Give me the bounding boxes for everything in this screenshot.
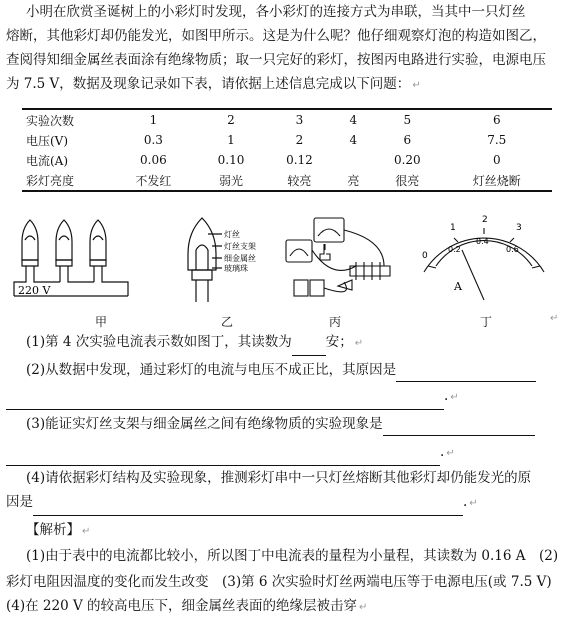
table-cell: 4	[334, 109, 373, 130]
caption-bing: 丙	[329, 315, 342, 329]
intro-line-4: 为 7.5 V，数据及现象记录如下表，请依据上述信息完成以下问题： ↵	[6, 76, 421, 92]
table-cell: 7.5	[487, 133, 507, 147]
tick-1: 1	[450, 223, 456, 233]
answer-blank[interactable]	[383, 417, 535, 436]
voltage-label: 220 V	[18, 284, 51, 297]
table-cell: 电压(V)	[26, 133, 69, 148]
caption-yi: 乙	[221, 315, 234, 329]
tick-0-4: 0.4	[476, 237, 489, 246]
table-cell: 3	[265, 109, 333, 130]
label-glass-bead: 玻璃珠	[224, 264, 248, 273]
table-cell: 弱光	[197, 170, 265, 191]
table-cell: 4	[349, 133, 358, 147]
analysis-title: 【解析】 ↵	[26, 522, 91, 538]
analysis-line-3: (4)在 220 V 的较高电压下，细金属丝表面的绝缘层被击穿 ↵	[6, 598, 368, 614]
analysis-line-1: (1)由于表中的电流都比较小，所以图丁中电流表的量程为小量程，其读数为 0.16 A (2)	[26, 548, 559, 564]
table-cell: 彩灯亮度	[22, 170, 110, 191]
table-cell	[334, 150, 373, 170]
question-2: (2)从数据中发现，通过彩灯的电流与电压不成正比，其原因是	[6, 358, 566, 382]
table-cell: 2	[295, 133, 304, 147]
analysis-line-2: 彩灯电阻因温度的变化而发生改变 (3)第 6 次实验时灯丝两端电压等于电源电压(或 7.5 V)	[6, 574, 552, 590]
answer-blank[interactable]	[292, 337, 326, 356]
paragraph-mark: ↵	[550, 313, 559, 324]
table-cell: 0	[492, 153, 501, 167]
caption-ding: 丁	[480, 315, 493, 329]
caption-jia: 甲	[95, 315, 108, 329]
figure-ding-ammeter	[414, 210, 554, 310]
table-row	[22, 170, 552, 191]
table-cell: 0.20	[393, 153, 421, 167]
table-cell: 灯丝烧断	[442, 170, 552, 191]
intro-line-1: 小明在欣赏圣诞树上的小彩灯时发现，各小彩灯的连接方式为串联，当其中一只灯丝	[26, 4, 526, 20]
label-filament-support: 灯丝支架	[224, 242, 256, 251]
answer-blank[interactable]	[33, 497, 463, 516]
tick-0-2: 0.2	[448, 245, 461, 254]
table-cell: 0.12	[286, 153, 313, 167]
table-cell: 电流(A)	[26, 153, 69, 168]
question-2-cont: . ↵	[6, 384, 560, 410]
table-cell: 实验次数	[22, 109, 110, 130]
intro-line-2: 熔断，其他彩灯却仍能发光，如图甲所示。这是为什么呢？他仔细观察灯泡的构造如图乙，	[6, 28, 546, 44]
figure-jia-lamp-string	[8, 210, 138, 310]
table-cell: 0.06	[140, 153, 167, 167]
table-row	[22, 109, 552, 130]
answer-blank[interactable]	[396, 363, 536, 382]
table-cell: 较亮	[265, 170, 333, 191]
tick-2: 2	[482, 215, 488, 225]
table-cell: 0.10	[217, 153, 245, 167]
table-cell: 1	[227, 133, 235, 147]
question-3: (3)能证实灯丝支架与细金属丝之间有绝缘物质的实验现象是	[6, 412, 566, 436]
answer-blank[interactable]	[6, 391, 444, 410]
intro-line-3: 查阅得知细金属丝表面涂有绝缘物质；取一只完好的彩灯，按图丙电路进行实验，电源电压	[6, 52, 546, 68]
question-4-cont: 因是 . ↵	[6, 490, 560, 516]
table-cell: 1	[110, 109, 197, 130]
tick-0: 0	[422, 251, 428, 261]
table-cell: 6	[403, 133, 412, 147]
question-1: (1)第 4 次实验电流表示数如图丁，其读数为 安； ↵	[6, 330, 566, 356]
question-4: (4)请依据彩灯结构及实验现象，推测彩灯串中一只灯丝熔断其他彩灯却仍能发光的原	[26, 470, 532, 486]
figure-bing-circuit	[278, 210, 398, 310]
table-row	[22, 130, 552, 150]
answer-blank[interactable]	[6, 447, 440, 466]
figure-yi-bulb-structure	[178, 210, 268, 310]
tick-3: 3	[516, 223, 522, 233]
table-cell: 5	[373, 109, 441, 130]
tick-0-6: 0.6	[506, 245, 519, 254]
table-cell: 很亮	[373, 170, 441, 191]
table-cell: 不发红	[110, 170, 197, 191]
table-cell: 0.3	[143, 133, 163, 147]
label-metal-wire: 细金属丝	[224, 254, 256, 263]
data-table	[22, 108, 552, 192]
question-3-cont: . ↵	[6, 440, 560, 466]
label-filament: 灯丝	[224, 230, 240, 239]
table-cell: 6	[442, 109, 552, 130]
table-cell: 2	[197, 109, 265, 130]
paragraph-mark: ↵	[412, 80, 421, 91]
table-cell: 亮	[334, 170, 373, 191]
meter-unit: A	[454, 280, 462, 293]
table-row	[22, 150, 552, 170]
